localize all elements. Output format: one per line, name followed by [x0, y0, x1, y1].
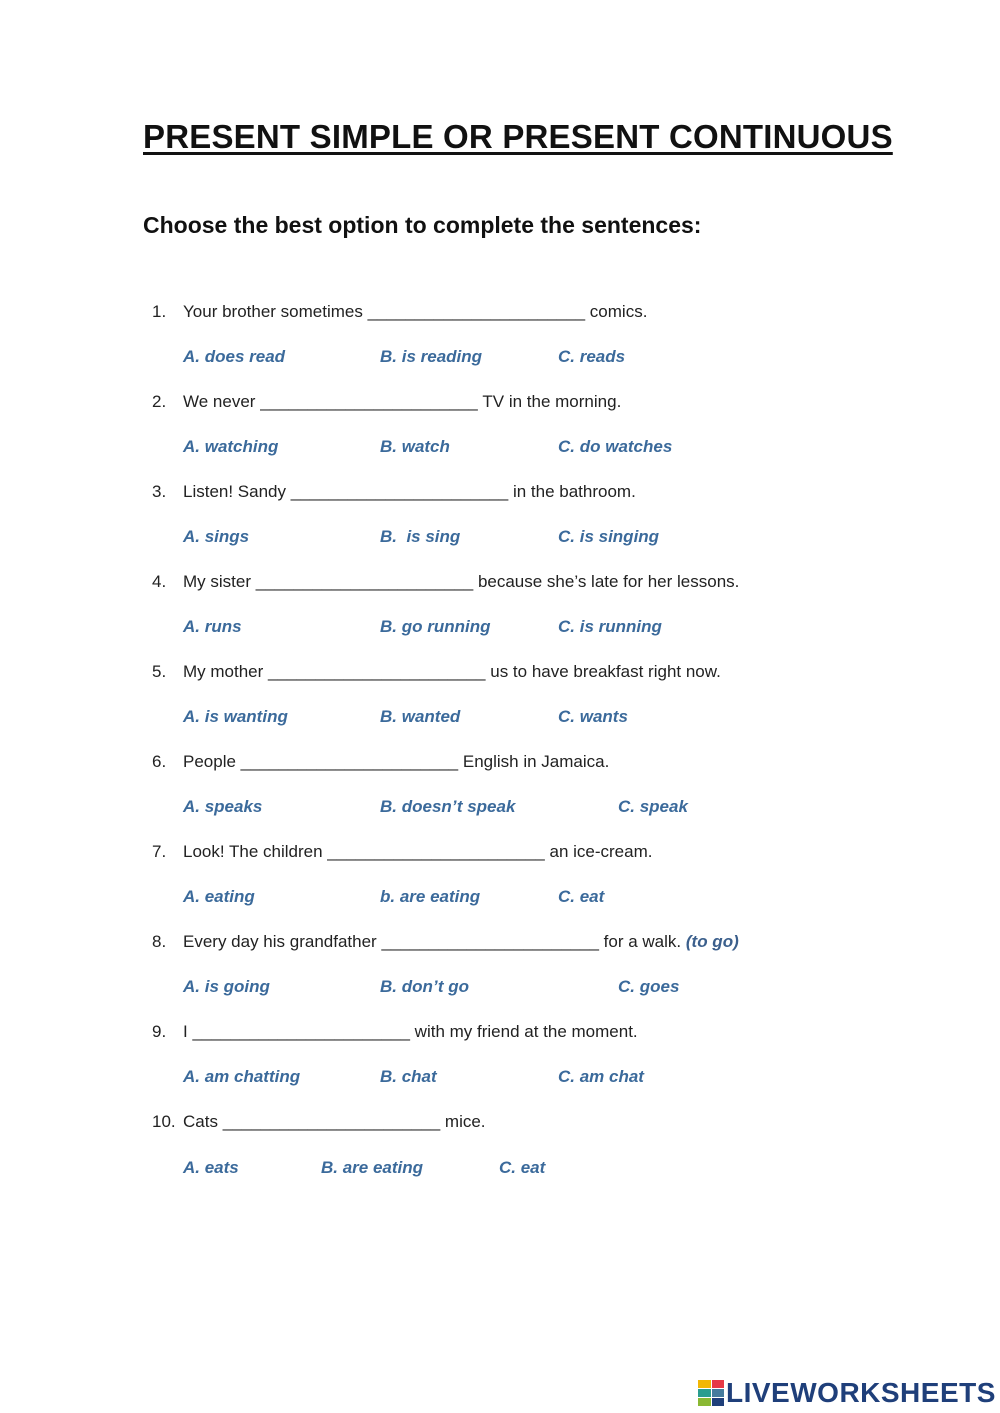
- question-number: 10.: [152, 1112, 176, 1131]
- answer-blank[interactable]: _______________________: [290, 482, 509, 501]
- option-a[interactable]: A. is going: [183, 977, 270, 996]
- question-text-after: comics.: [589, 302, 648, 321]
- question-text-after: with my friend at the moment.: [414, 1022, 638, 1041]
- option-c[interactable]: C. reads: [558, 347, 626, 366]
- option-a[interactable]: A. is wanting: [183, 707, 288, 726]
- question-5: [152, 659, 721, 685]
- question-text-after: an ice-cream.: [549, 842, 653, 861]
- question-text-after: because she’s late for her lessons.: [477, 572, 740, 591]
- question-text-before: Cats: [183, 1112, 218, 1131]
- question-number: 1.: [152, 302, 167, 321]
- question-10: [152, 1109, 486, 1135]
- answer-blank[interactable]: _______________________: [327, 842, 545, 861]
- option-c[interactable]: C. goes: [618, 977, 680, 996]
- logo-text: LIVEWORKSHEETS: [726, 1377, 996, 1408]
- question-text-before: Listen! Sandy: [183, 482, 287, 501]
- option-c[interactable]: C. wants: [558, 707, 628, 726]
- question-number: 5.: [152, 662, 167, 681]
- option-c[interactable]: C. is singing: [558, 527, 660, 546]
- option-b[interactable]: b. are eating: [380, 887, 481, 906]
- option-b[interactable]: B. chat: [380, 1067, 437, 1086]
- option-b[interactable]: B. is reading: [380, 347, 483, 366]
- option-a[interactable]: A. does read: [183, 347, 286, 366]
- answer-blank[interactable]: _______________________: [240, 752, 459, 771]
- question-text-before: Look! The children: [183, 842, 323, 861]
- verb-hint: (to go): [685, 932, 739, 951]
- option-c[interactable]: C. eat: [558, 887, 605, 906]
- question-number: 9.: [152, 1022, 167, 1041]
- question-text-after: TV in the morning.: [482, 392, 622, 411]
- question-number: 6.: [152, 752, 167, 771]
- question-text-before: Every day his grandfather: [183, 932, 377, 951]
- option-c[interactable]: C. eat: [499, 1158, 546, 1177]
- option-a[interactable]: A. eats: [183, 1158, 239, 1177]
- question-text-before: My sister: [183, 572, 251, 591]
- question-number: 7.: [152, 842, 167, 861]
- answer-blank[interactable]: _______________________: [192, 1022, 410, 1041]
- option-c[interactable]: C. speak: [618, 797, 688, 816]
- option-b[interactable]: B. is sing: [380, 527, 461, 546]
- question-text-after: English in Jamaica.: [462, 752, 610, 771]
- question-text-before: I: [183, 1022, 188, 1041]
- question-text-after: us to have breakfast right now.: [490, 662, 721, 681]
- liveworksheets-logo-icon: [698, 1380, 724, 1406]
- instructions: Choose the best option to complete the sentences:: [143, 212, 702, 238]
- question-text-before: My mother: [183, 662, 264, 681]
- option-b[interactable]: B. don’t go: [380, 977, 470, 996]
- option-a[interactable]: A. runs: [183, 617, 242, 636]
- option-a[interactable]: A. watching: [183, 437, 279, 456]
- option-a[interactable]: A. am chatting: [183, 1067, 301, 1086]
- question-text-after: in the bathroom.: [512, 482, 636, 501]
- question-6: [152, 749, 609, 775]
- option-c[interactable]: C. am chat: [558, 1067, 644, 1086]
- option-c[interactable]: C. do watches: [558, 437, 673, 456]
- question-number: 8.: [152, 932, 167, 951]
- option-b[interactable]: B. go running: [380, 617, 491, 636]
- answer-blank[interactable]: _______________________: [367, 302, 586, 321]
- question-text-before: People: [183, 752, 236, 771]
- question-text-before: Your brother sometimes: [183, 302, 363, 321]
- question-number: 2.: [152, 392, 167, 411]
- question-1: [152, 299, 647, 325]
- question-number: 3.: [152, 482, 167, 501]
- question-2: [152, 389, 621, 415]
- option-a[interactable]: A. sings: [183, 527, 250, 546]
- question-number: 4.: [152, 572, 167, 591]
- option-b[interactable]: B. wanted: [380, 707, 461, 726]
- question-text-after: for a walk.: [603, 932, 682, 951]
- answer-blank[interactable]: _______________________: [268, 662, 486, 681]
- question-text-after: mice.: [444, 1112, 486, 1131]
- answer-blank[interactable]: _______________________: [222, 1112, 441, 1131]
- answer-blank[interactable]: _______________________: [255, 572, 474, 591]
- option-b[interactable]: B. watch: [380, 437, 450, 456]
- question-4: [152, 569, 739, 595]
- liveworksheets-logo[interactable]: [698, 1376, 996, 1410]
- question-8: [152, 929, 739, 955]
- option-b[interactable]: B. are eating: [321, 1158, 424, 1177]
- option-a[interactable]: A. speaks: [183, 797, 263, 816]
- option-a[interactable]: A. eating: [183, 887, 255, 906]
- question-7: [152, 839, 652, 865]
- answer-blank[interactable]: _______________________: [381, 932, 599, 951]
- option-c[interactable]: C. is running: [558, 617, 662, 636]
- answer-blank[interactable]: _______________________: [260, 392, 478, 411]
- question-text-before: We never: [183, 392, 256, 411]
- question-9: [152, 1019, 638, 1045]
- question-3: [152, 479, 636, 505]
- option-b[interactable]: B. doesn’t speak: [380, 797, 516, 816]
- worksheet-title: PRESENT SIMPLE OR PRESENT CONTINUOUS: [143, 118, 893, 155]
